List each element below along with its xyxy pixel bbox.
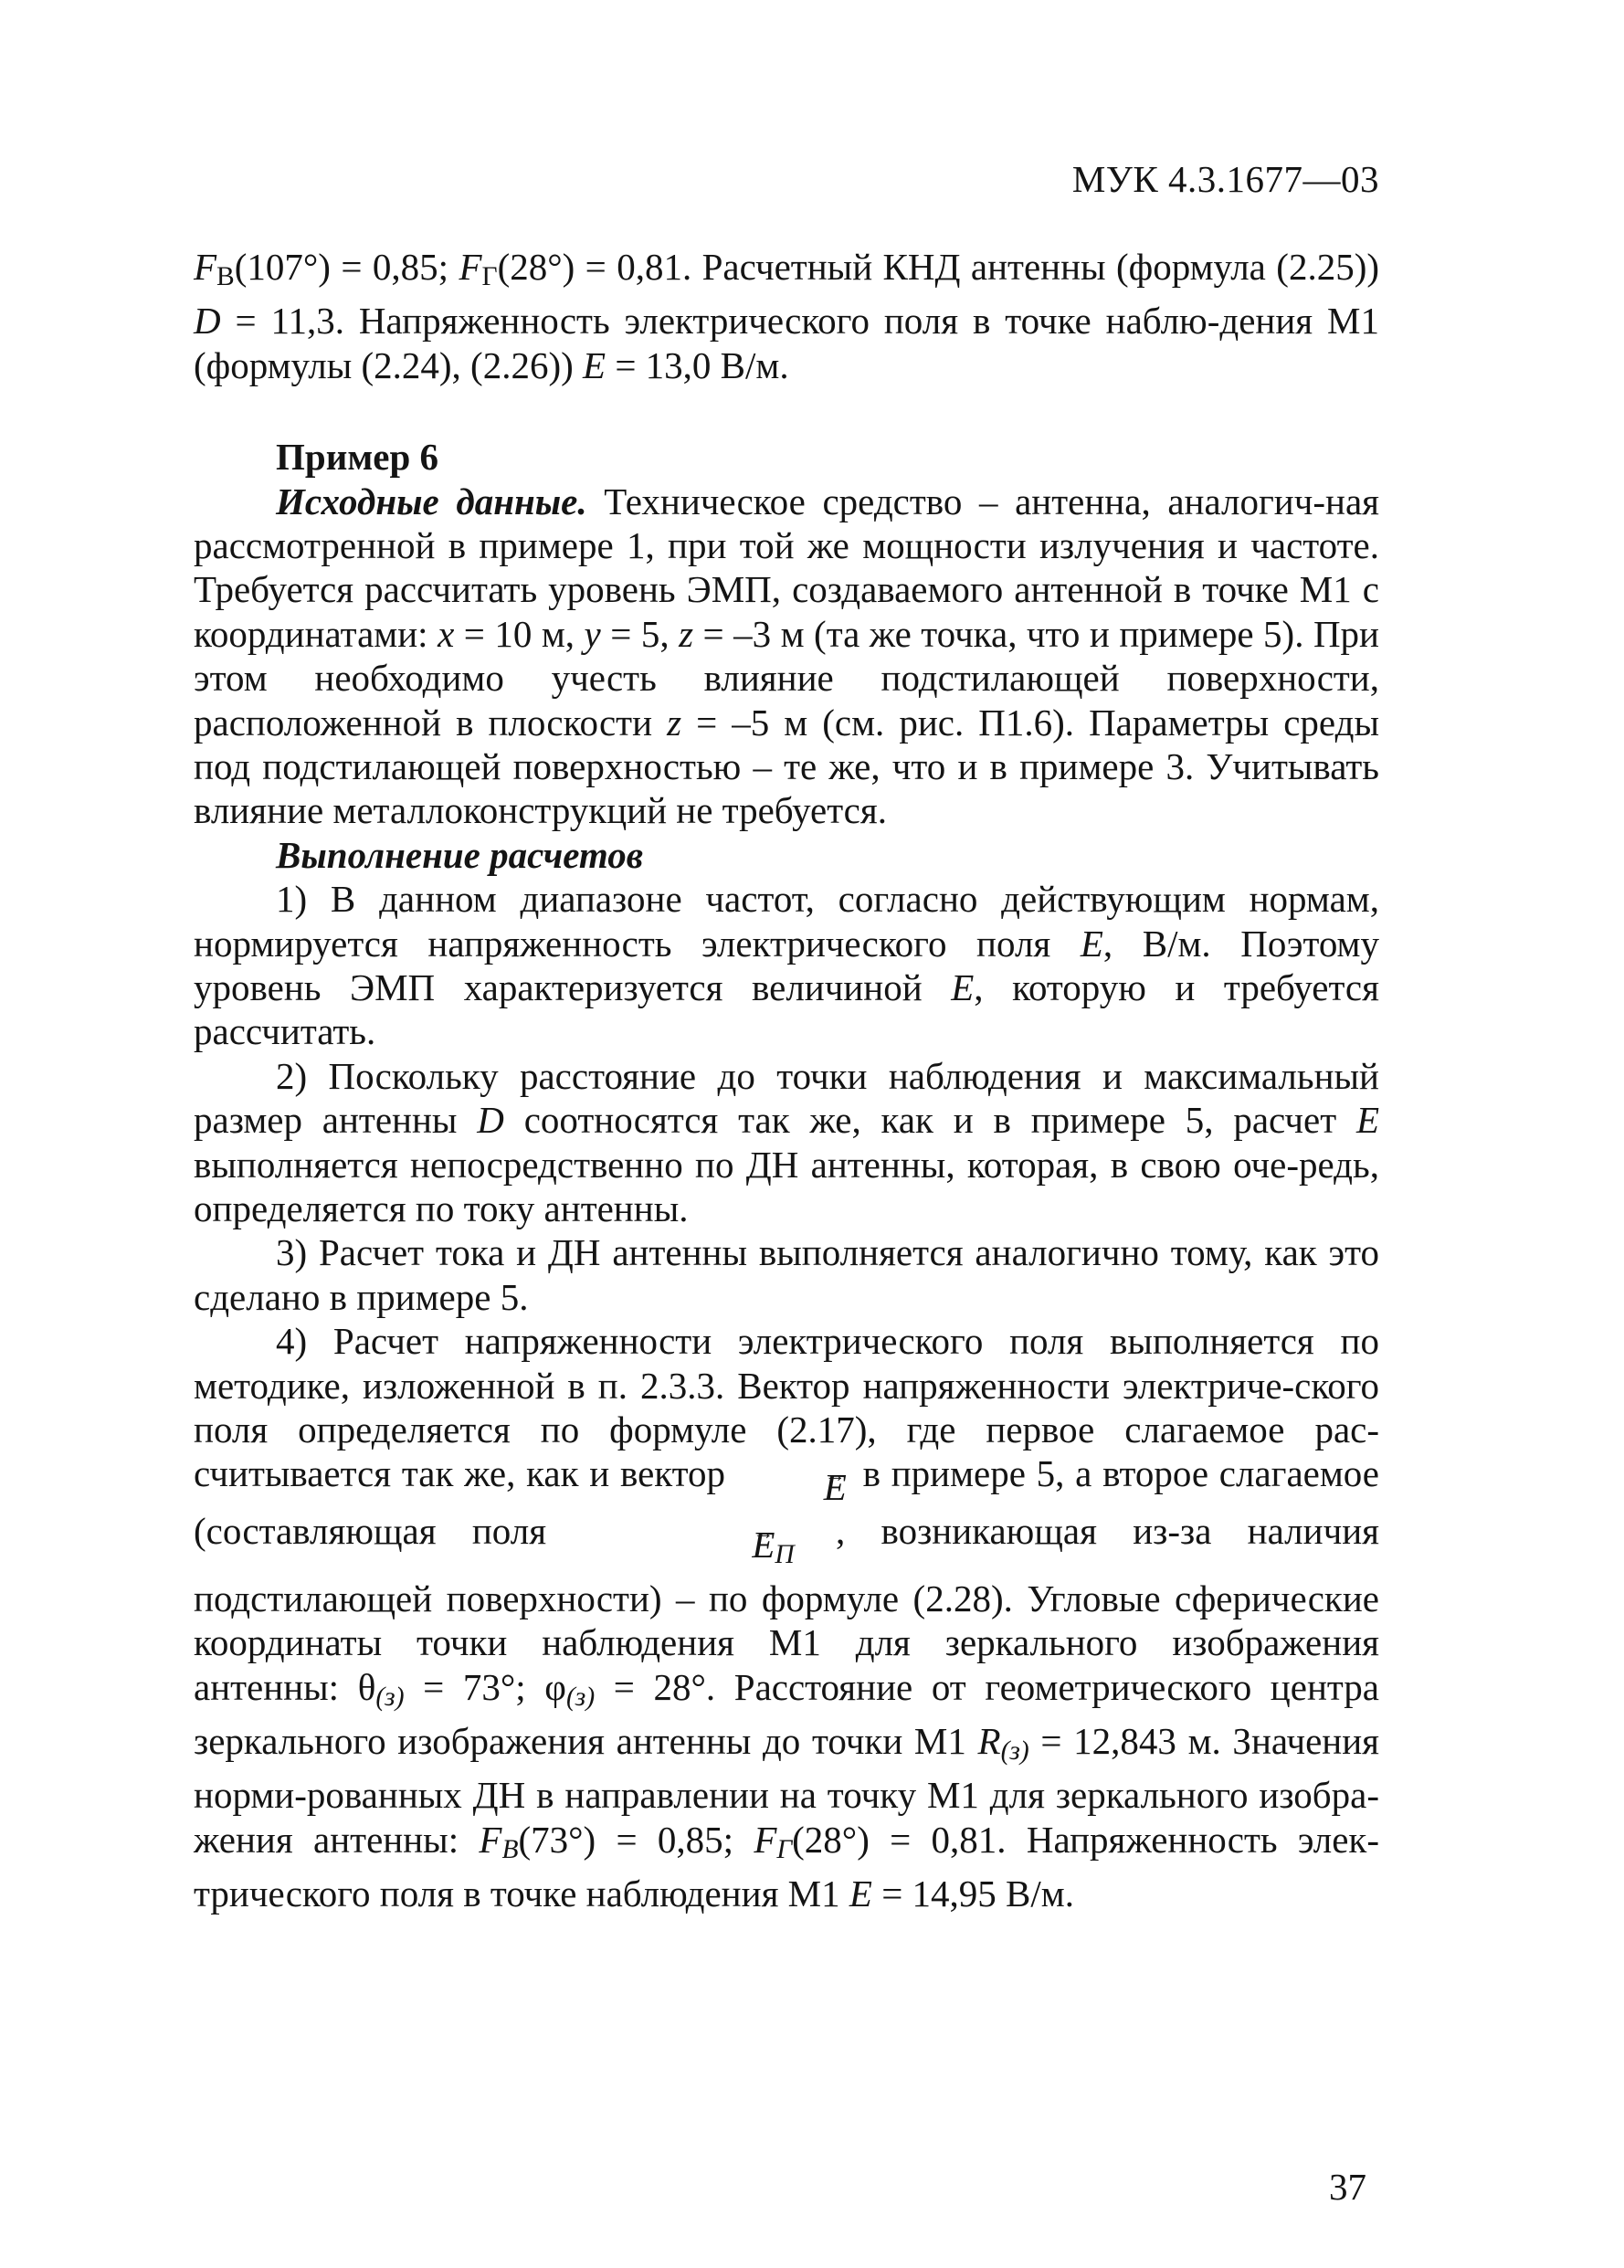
vector-e-p: → EП — [587, 1523, 794, 1577]
document-code-header: МУК 4.3.1677—03 — [1071, 158, 1379, 200]
step-4-paragraph: 4) Расчет напряженности электрического поля выполняется по методике, изложенной в п. 2.3.3. Вектор напряженности электриче-ского поля определяется по формуле (2.17), где первое слагаемое рас-считывается так же, как и вектор → E в примере 5, а второе слагаемое (составляющая поля → EП , возникающая из-за наличия подстилающей поверхности) – по формуле (2.28). Угловые сферические координаты точки наблюдения М1 для зеркального изображения антенны: θ(з) = 73°; φ(з) = 28°. Расстояние от геометрического центра зеркального изображения антенны до точки М1 R(з) = 12,843 м. Значения норми-рованных ДН в направлении на точку М1 для зеркального изобра-жения антенны: FВ(73°) = 0,85; FГ(28°) = 0,81. Напряженность элек-трического поля в точке наблюдения М1 E = 14,95 В/м. — [194, 1319, 1379, 1915]
page-body — [194, 245, 1379, 1915]
calculation-heading: Выполнение расчетов — [276, 833, 644, 876]
step-3-paragraph: 3) Расчет тока и ДН антенны выполняется аналогично тому, как это сделано в примере 5. — [194, 1231, 1379, 1318]
vector-e: → E — [742, 1465, 847, 1509]
source-data-paragraph: Исходные данные. Техническое средство – антенна, аналогич-ная рассмотренной в примере 1, при той же мощности излучения и частоте. Требуется рассчитать уровень ЭМП, создаваемого антенной в точке М1 с координатами: x = 10 м, y = 5, z = –3 м (та же точка, что и примере 5). При этом необходимо учесть влияние подстилающей поверхности, расположенной в плоскости z = –5 м (см. рис. П1.6). Параметры среды под подстилающей поверхностью – те же, что и в примере 3. Учитывать влияние металлоконструкций не требуется. — [194, 480, 1379, 832]
example-title: Пример 6 — [276, 436, 438, 479]
page-number: 37 — [1329, 2166, 1366, 2208]
spacer — [194, 387, 1379, 435]
step-2-paragraph: 2) Поскольку расстояние до точки наблюдения и максимальный размер антенны D соотносятся так же, как и в примере 5, расчет E выполняется непосредственно по ДН антенны, которая, в свою оче-редь, определяется по току антенны. — [194, 1054, 1380, 1230]
intro-paragraph: FВ(107°) = 0,85; FГ(28°) = 0,81. Расчетный КНД антенны (формула (2.25)) D = 11,3. Напряженность электрического поля в точке наблю-дения М1 (формулы (2.24), (2.26)) E = 13,0 В/м. — [194, 246, 1380, 386]
step-1-paragraph: 1) В данном диапазоне частот, согласно действующим нормам, нормируется напряженность электрического поля E, В/м. Поэтому уровень ЭМП характеризуется величиной E, которую и требуется рассчитать. — [194, 878, 1379, 1053]
